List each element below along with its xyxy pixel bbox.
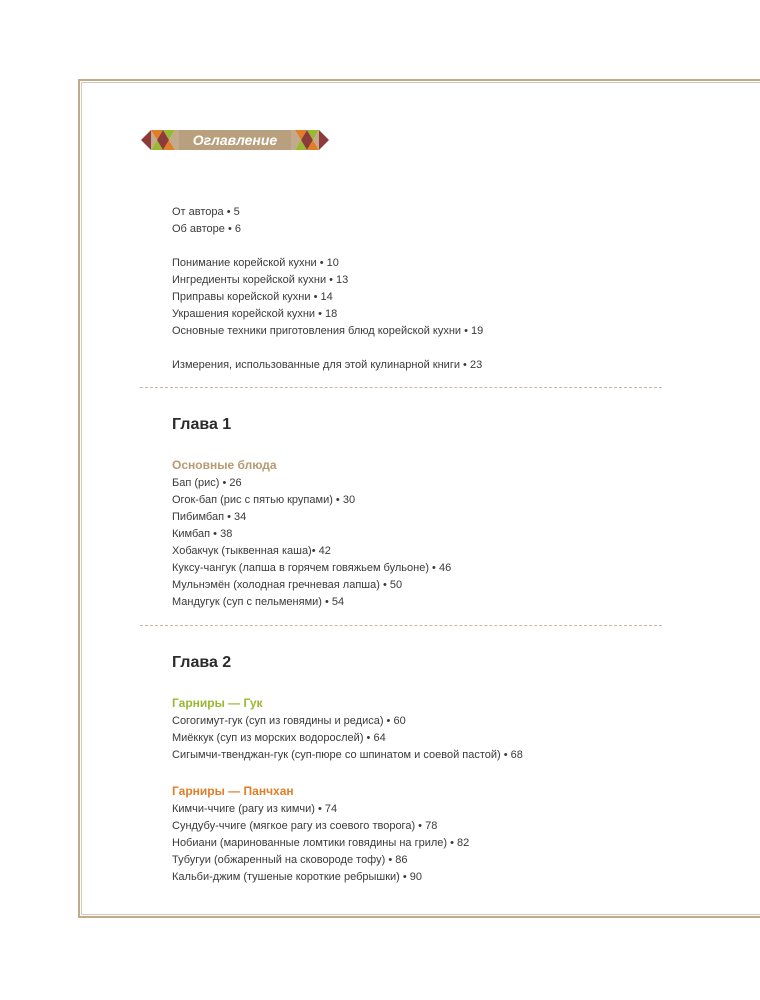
section-heading: Гарниры — Панчхан — [172, 784, 294, 798]
toc-entry[interactable]: Кимчи-ччиге (рагу из кимчи) • 74 — [172, 803, 338, 815]
toc-title: Оглавление — [192, 132, 278, 148]
toc-entry[interactable]: Сигымчи-твенджан-гук (суп-пюре со шпинатом и соевой пастой) • 68 — [172, 749, 523, 761]
toc-entry[interactable]: Кальби-джим (тушеные короткие ребрышки) • 90 — [172, 871, 423, 883]
toc-entry[interactable]: Основные техники приготовления блюд корейской кухни • 19 — [172, 325, 484, 337]
toc-entry[interactable]: Бап (рис) • 26 — [172, 477, 242, 489]
toc-entry[interactable]: Измерения, использованные для этой кулинарной книги • 23 — [172, 359, 483, 371]
toc-entry[interactable]: Огок-бап (рис с пятью крупами) • 30 — [172, 494, 356, 506]
toc-entry[interactable]: Куксу-чангук (лапша в горячем говяжьем бульоне) • 46 — [172, 562, 452, 574]
toc-entry[interactable]: От автора • 5 — [172, 206, 240, 218]
toc-entry[interactable]: Кимбап • 38 — [172, 528, 233, 540]
toc-entry[interactable]: Тубугуи (обжаренный на сковороде тофу) • 86 — [172, 854, 408, 866]
toc-entry[interactable]: Приправы корейской кухни • 14 — [172, 291, 333, 303]
toc-entry[interactable]: Нобиани (маринованные ломтики говядины на гриле) • 82 — [172, 837, 470, 849]
section-heading: Гарниры — Гук — [172, 696, 263, 710]
section-divider — [140, 387, 662, 388]
toc-entry[interactable]: Украшения корейской кухни • 18 — [172, 308, 338, 320]
toc-entry[interactable]: Пибимбап • 34 — [172, 511, 247, 523]
toc-entry[interactable]: Хобакчук (тыквенная каша)• 42 — [172, 545, 331, 557]
toc-banner — [141, 129, 329, 151]
toc-entry[interactable]: Понимание корейской кухни • 10 — [172, 257, 339, 269]
section-divider — [140, 625, 662, 626]
toc-entry[interactable]: Мульнэмён (холодная гречневая лапша) • 50 — [172, 579, 403, 591]
toc-entry[interactable]: Мандугук (суп с пельменями) • 54 — [172, 596, 345, 608]
toc-entry[interactable]: Ингредиенты корейской кухни • 13 — [172, 274, 349, 286]
toc-entry[interactable]: Миёккук (суп из морских водорослей) • 64 — [172, 732, 386, 744]
toc-entry[interactable]: Об авторе • 6 — [172, 223, 241, 235]
chapter-heading: Глава 2 — [172, 654, 232, 671]
toc-entry[interactable]: Сундубу-ччиге (мягкое рагу из соевого творога) • 78 — [172, 820, 438, 832]
chapter-heading: Глава 1 — [172, 416, 232, 433]
toc-entry[interactable]: Согогимут-гук (суп из говядины и редиса) • 60 — [172, 715, 406, 727]
section-heading: Основные блюда — [172, 458, 277, 472]
